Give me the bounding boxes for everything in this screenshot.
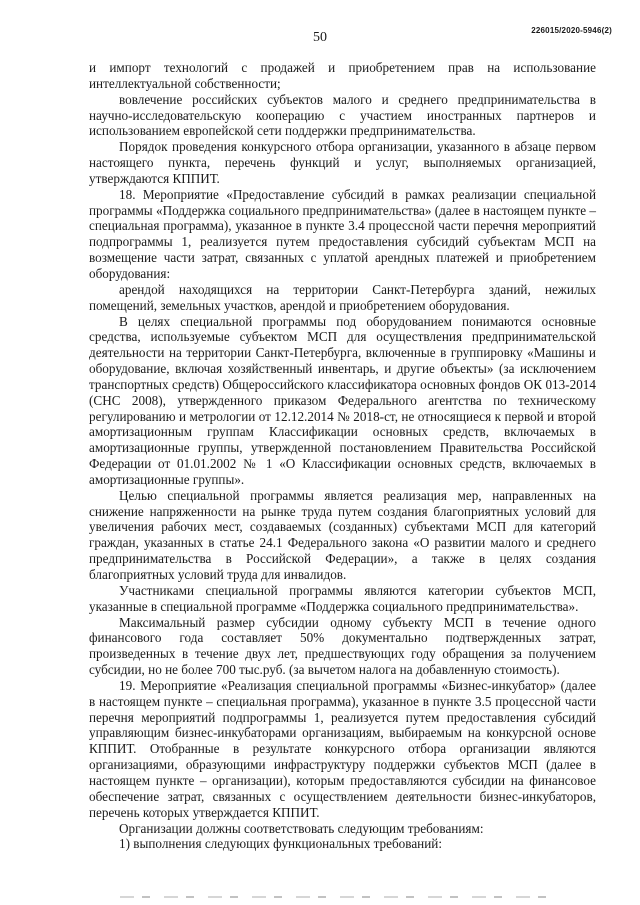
paragraph-11: Организации должны соответствовать следующим требованиям: <box>119 820 484 836</box>
page-number: 50 <box>313 30 327 45</box>
paragraph-1: и импорт технологий с продажей и приобретением прав на использование интеллектуальной собственности; <box>89 60 596 91</box>
paragraph-4: 18. Мероприятие «Предоставление субсидий в рамках реализации специальной программы «Поддержка социального предпринимательства» (далее в настоящем пункте – специальная программа), указанное в пункте 3.4 процессной части перечня мероприятий подпрограммы 1, реализуется путем предоставления субсидий субъектам МСП на возмещение части затрат, связанных с уплатой арендных платежей и приобретением оборудования: <box>89 186 596 281</box>
scan-edge-artifact <box>120 896 560 898</box>
paragraph-10: 19. Мероприятие «Реализация специальной программы «Бизнес-инкубатор» (далее в настоящем пункте – специальная программа), указанное в пункте 3.5 процессной части перечня мероприятий подпрограммы 1, реализуется путем предоставления субсидий управляющим бизнес-инкубаторами организациям, выбираемым на конкурсной основе КППИТ. Отобранные в результате конкурсного отбора организации являются организациями, образующими инфраструктуру поддержки субъектов МСП (далее в настоящем пункте – организации), которым предоставляются субсидии на финансовое обеспечение затрат, связанных с осуществлением деятельности бизнес-инкубаторов, перечень которых утверждается КППИТ. <box>89 677 596 820</box>
paragraph-12: 1) выполнения следующих функциональных требований: <box>119 836 443 852</box>
paragraph-9: Максимальный размер субсидии одному субъекту МСП в течение одного финансового года составляет 50% документально подтвержденных затрат, произведенных в течение двух лет, предшествующих году обращения за получением субсидии, но не более 700 тыс.руб. (за вычетом налога на добавленную стоимость). <box>89 614 596 678</box>
paragraph-6: В целях специальной программы под оборудованием понимаются основные средства, используемые субъектом МСП для осуществления предпринимательской деятельности на территории Санкт-Петербурга, включенные в группировку «Машины и оборудование, включая хозяйственный инвентарь, и другие объекты» (за исключением транспортных средств) Общероссийского классификатора основных фондов ОК 013-2014 (СНС 2008), утвержденного приказом Федерального агентства по техническому регулированию и метрологии от 12.12.2014 № 2018-ст, не относящиеся к первой и второй амортизационным группам Классификации основных средств, включаемых в амортизационные группы, утвержденной постановлением Правительства Российской Федерации от 01.01.2002 № 1 «О Классификации основных средств, включаемых в амортизационные группы». <box>89 313 596 487</box>
paragraph-7: Целью специальной программы является реализация мер, направленных на снижение напряженности на рынке труда путем создания благоприятных условий для увеличения рабочих мест, создаваемых (созданных) субъектами МСП для категорий граждан, указанных в статье 24.1 Федерального закона «О развитии малого и среднего предпринимательства в Российской Федерации», а также в целях создания благоприятных условий труда для инвалидов. <box>89 487 596 582</box>
paragraph-8: Участниками специальной программы являются категории субъектов МСП, указанные в специальной программе «Поддержка социального предпринимательства». <box>89 582 596 614</box>
paragraph-5: арендой находящихся на территории Санкт-Петербурга зданий, нежилых помещений, земельных участков, арендой и приобретением оборудования. <box>89 281 596 313</box>
document-body <box>89 60 596 852</box>
paragraph-3: Порядок проведения конкурсного отбора организации, указанного в абзаце первом настоящего пункта, перечень функций и услуг, выполняемых организацией, утверждаются КППИТ. <box>89 139 596 186</box>
paragraph-2: вовлечение российских субъектов малого и среднего предпринимательства в научно-исследовательскую кооперацию с участием иностранных партнеров и использованием европейской сети поддержки предпринимательства. <box>89 91 596 139</box>
document-id: 226015/2020-5946(2) <box>531 26 612 35</box>
